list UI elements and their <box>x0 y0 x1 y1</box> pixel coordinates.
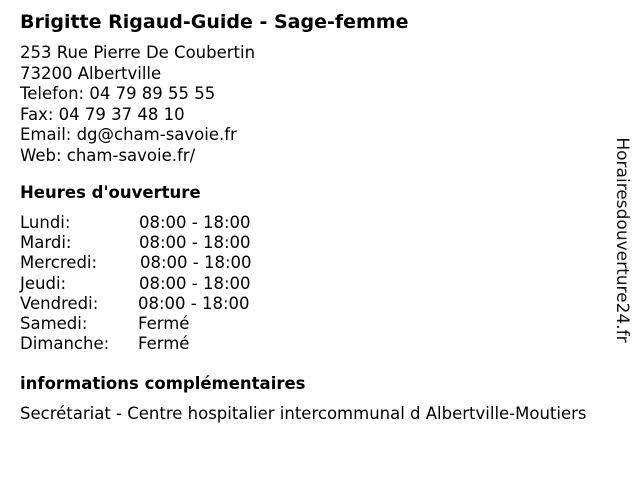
page-title: Brigitte Rigaud-Guide - Sage-femme <box>20 11 409 33</box>
additional-info-heading: informations complémentaires <box>20 374 306 393</box>
day-label: Vendredi: <box>20 293 99 313</box>
fax-line: Fax: 04 79 37 48 10 <box>20 104 185 124</box>
time-value: Fermé <box>138 313 190 333</box>
email-line: Email: dg@cham-savoie.fr <box>20 125 237 144</box>
time-value: 08:00 - 18:00 <box>139 273 251 293</box>
time-value: Fermé <box>138 334 190 354</box>
address-city: 73200 Albertville <box>20 63 162 83</box>
address-street: 253 Rue Pierre De Coubertin <box>20 43 256 62</box>
time-value: 08:00 - 18:00 <box>139 233 251 253</box>
day-label: Dimanche: <box>20 334 110 354</box>
web-line: Web: cham-savoie.fr/ <box>20 145 196 165</box>
day-label: Lundi: <box>20 213 71 232</box>
day-label: Mercredi: <box>20 253 98 273</box>
time-value: 08:00 - 18:00 <box>138 293 250 313</box>
contact-block <box>20 43 255 166</box>
time-value: 08:00 - 18:00 <box>140 253 252 273</box>
additional-info-text: Secrétariat - Centre hospitalier intercommunal d Albertville-Moutiers <box>20 404 587 423</box>
site-watermark: Horairesdouverture24.fr <box>612 137 632 343</box>
day-label: Samedi: <box>20 313 88 333</box>
opening-hours-heading: Heures d'ouverture <box>20 183 201 202</box>
time-value: 08:00 - 18:00 <box>139 213 251 232</box>
phone-line: Telefon: 04 79 89 55 55 <box>20 84 216 103</box>
day-label: Mardi: <box>20 233 72 253</box>
day-label: Jeudi: <box>20 273 67 293</box>
